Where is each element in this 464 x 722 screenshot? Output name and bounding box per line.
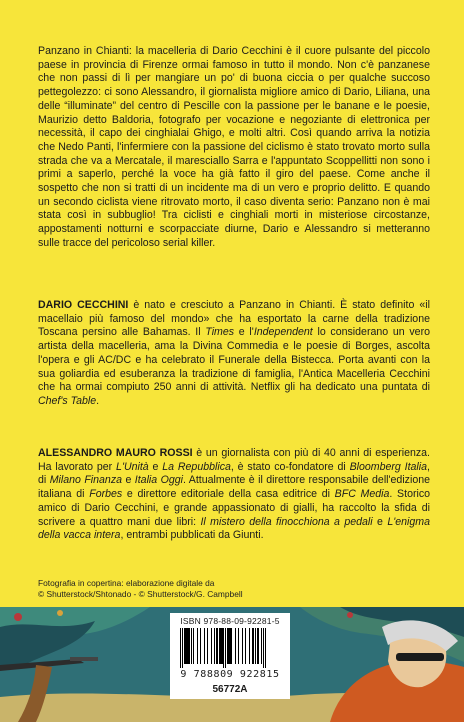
- barcode-bar: [180, 628, 181, 668]
- isbn-text: ISBN 978-88-09-92281-5: [180, 616, 280, 626]
- barcode-bar: [229, 628, 231, 664]
- barcode-bar: [184, 628, 186, 664]
- synopsis: [38, 45, 430, 251]
- product-code: 56772A: [212, 684, 248, 695]
- author-name: ALESSANDRO MAURO ROSSI: [38, 447, 193, 459]
- author-bio-dario-cecchini: DARIO CECCHINI è nato e cresciuto a Panzano in Chianti. È stato definito «il macellaio più famoso del mondo» che ha esportato la carne della tradizione Toscana persino alle Bahamas. Il Times e l'Independent lo considerano un vero artista della macelleria, ama la Divina Commedia e le poesie di Borges, ascolta l'opera e gli AC/DC e ha celebrato il Funerale della Bistecca. Porta avanti con la sua goliardia ed esuberanza la tradizione di famiglia, l'Antica Macelleria Cecchini che ha ormai compiuto 250 anni di attività. Netflix gli ha dedicato una puntata di Chef's Table.: [38, 299, 430, 407]
- barcode-bar: [225, 628, 226, 668]
- barcode-bar: [193, 628, 194, 664]
- barcode-bar: [245, 628, 246, 664]
- barcode-bar: [249, 628, 250, 664]
- barcode-bar: [197, 628, 198, 664]
- barcode-bar: [261, 628, 262, 664]
- barcode-bar: [204, 628, 205, 664]
- barcode-bar: [182, 628, 183, 668]
- photo-credits: Fotografia in copertina: elaborazione digitale da © Shutterstock/Shtonado - © Shutterstock/G. Campbell: [38, 578, 243, 599]
- barcode-bar: [216, 628, 218, 664]
- barcode-bar: [188, 628, 190, 664]
- barcode-bar: [186, 628, 188, 664]
- barcode-bar: [235, 628, 236, 664]
- barcode-bar: [207, 628, 208, 664]
- barcode-bar: [191, 628, 192, 664]
- barcode-bar: [265, 628, 266, 668]
- barcode-bar: [257, 628, 259, 664]
- barcode-label: [170, 613, 290, 699]
- barcode-bar: [200, 628, 201, 664]
- ean-digits: 9 788809 922815: [180, 669, 280, 680]
- barcode-bar: [219, 628, 221, 664]
- barcode-bar: [211, 628, 212, 664]
- barcode-bar: [214, 628, 215, 664]
- author-bio-alessandro-mauro-rossi: ALESSANDRO MAURO ROSSI è un giornalista con più di 40 anni di esperienza. Ha lavorato per L'Unità e La Repubblica, è stato co-fondatore di Bloomberg Italia, di Milano Finanza e Italia Oggi. Attualmente è il direttore responsabile dell'edizione italiana di Forbes e direttore editoriale della casa editrice di BFC Media. Storico amico di Dario Cecchini, e grande appassionato di gialli, ha raccolto la sfida di scrivere a quattro mani due libri: Il mistero della finocchiona a pedali e L'enigma della vacca intera, entrambi pubblicati da Giunti.: [38, 447, 431, 542]
- author-name: DARIO CECCHINI: [38, 299, 129, 311]
- synopsis-text: Panzano in Chianti: la macelleria di Dario Cecchini è il cuore pulsante del piccolo paese in provincia di Firenze ormai famoso in tutto il mondo. Non c'è panzanese che non passi di lì per mangiare un po' di buona ciccia o per qualche succoso pettegolezzo: ci sono Alessandro, il giornalista migliore amico di Dario, Liliana, una delle “illuminate” del centro di Pescille con la passione per le banane e le poesie, Maurizio detto Baldoria, fotografo per vocazione e negoziante di elettronica per necessità, il capo dei cinghialai Ghigo, e molti altri. Così quando arriva la notizia che Nedo Panti, l'infermiere con la passione del ciclismo è stato trovato morto sulla strada che va a Mercatale, il maresciallo Sarra e l'appuntato Scoppellitti non sono i primi a saperlo, perché la voce ha già fatto il giro del paese. Come anche il sospetto che non si tratti di un incidente ma di un vero e proprio delitto. E quando un secondo ciclista viene ritrovato morto, il caso diventa serio: Panzano non è mai stata così in subbuglio! Tra ciclisti e cinghiali morti in misteriose circostanze, appostamenti notturni e scorpacciate diurne, Dario e Alessandro si metteranno sulle tracce del pericoloso serial killer.: [38, 45, 430, 249]
- barcode-bar: [252, 628, 254, 664]
- barcode-image: [178, 628, 282, 668]
- barcode-bar: [221, 628, 223, 664]
- barcode-bar: [227, 628, 229, 664]
- barcode-bar: [255, 628, 256, 664]
- barcode-bar: [238, 628, 239, 664]
- barcode-bar: [231, 628, 232, 664]
- barcode-bar: [242, 628, 243, 664]
- barcode-bar: [223, 628, 224, 668]
- barcode-bar: [263, 628, 264, 668]
